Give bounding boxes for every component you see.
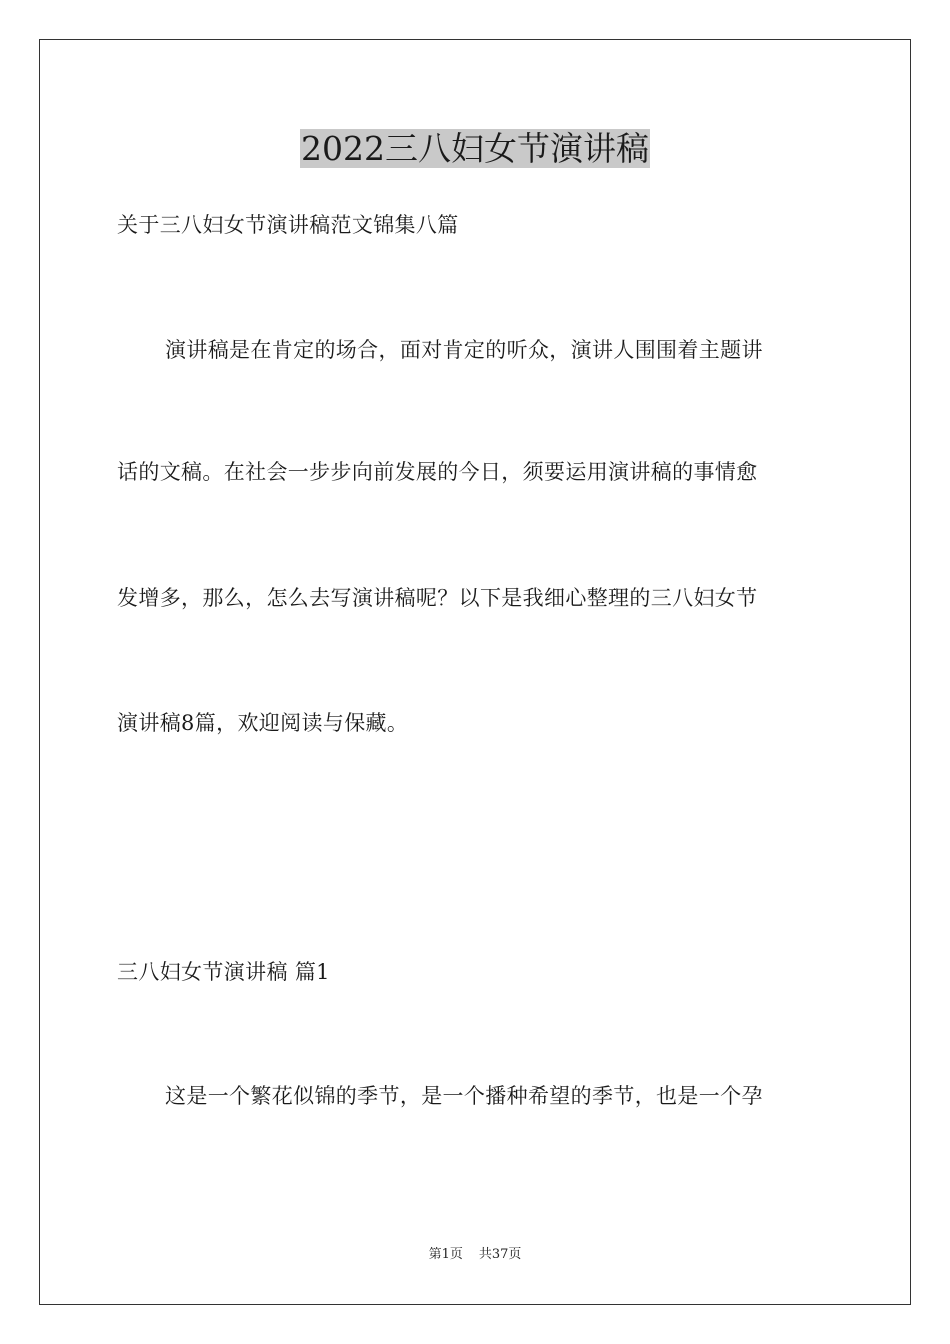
paragraph-2-line-1: 这是一个繁花似锦的季节，是一个播种希望的季节，也是一个孕 (165, 1084, 763, 1108)
page-footer (0, 1246, 950, 1264)
page-number: 第1页 (428, 1247, 463, 1262)
paragraph-1-line-4: 演讲稿8篇，欢迎阅读与保藏。 (117, 711, 409, 735)
document-subtitle: 关于三八妇女节演讲稿范文锦集八篇 (117, 213, 459, 237)
paragraph-1-line-1: 演讲稿是在肯定的场合，面对肯定的听众，演讲人围围着主题讲 (165, 338, 763, 362)
paragraph-1-line-2: 话的文稿。在社会一步步向前发展的今日，须要运用演讲稿的事情愈 (117, 460, 758, 484)
page-total: 共37页 (478, 1247, 522, 1262)
paragraph-1-line-3: 发增多，那么，怎么去写演讲稿呢？以下是我细心整理的三八妇女节 (117, 586, 758, 610)
section-heading: 三八妇女节演讲稿 篇1 (117, 960, 330, 984)
document-title-text: 2022三八妇女节演讲稿 (301, 129, 649, 168)
document-title (0, 126, 950, 172)
